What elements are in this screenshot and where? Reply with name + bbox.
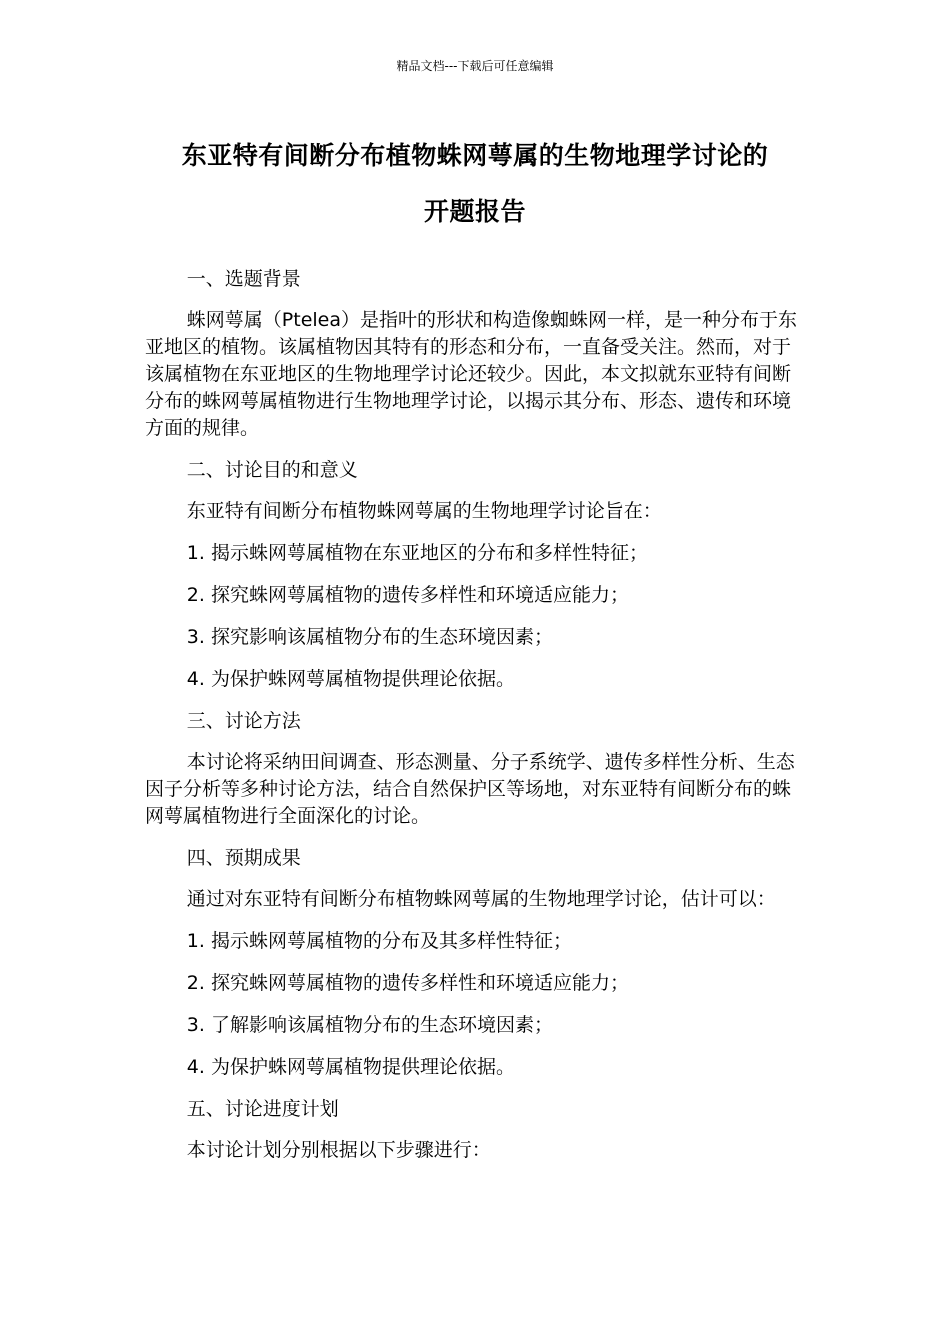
expected-list-item-3: 3. 了解影响该属植物分布的生态环境因素；	[186, 1014, 553, 1036]
expected-list-item-2: 2. 探究蛛网萼属植物的遗传多样性和环境适应能力；	[186, 972, 629, 994]
paragraph-purpose-intro: 东亚特有间断分布植物蛛网萼属的生物地理学讨论旨在：	[186, 500, 662, 522]
paragraph-methods: 本讨论将采纳田间调查、形态测量、分子系统学、遗传多样性分析、生态因子分析等多种讨论方法，结合自然保护区等场地，对东亚特有间断分布的蛛网萼属植物进行全面深化的讨论。	[145, 751, 795, 827]
expected-list-item-4: 4. 为保护蛛网萼属植物提供理论依据。	[186, 1056, 515, 1078]
section-heading-methods: 三、讨论方法	[186, 710, 301, 732]
purpose-list-item-1: 1. 揭示蛛网萼属植物在东亚地区的分布和多样性特征；	[186, 542, 648, 564]
expected-list-item-1: 1. 揭示蛛网萼属植物的分布及其多样性特征；	[186, 930, 572, 952]
paragraph-schedule-intro: 本讨论计划分别根据以下步骤进行：	[186, 1139, 491, 1161]
page-header: 精品文档---下载后可任意编辑	[396, 59, 554, 73]
paragraph-expected-intro: 通过对东亚特有间断分布植物蛛网萼属的生物地理学讨论，估计可以：	[186, 888, 776, 910]
paragraph-background: 蛛网萼属（Ptelea）是指叶的形状和构造像蜘蛛网一样，是一种分布于东亚地区的植物。该属植物因其特有的形态和分布，一直备受关注。然而，对于该属植物在东亚地区的生物地理学讨论还较少。因此，本文拟就东亚特有间断分布的蛛网萼属植物进行生物地理学讨论，以揭示其分布、形态、遗传和环境方面的规律。	[145, 309, 798, 439]
purpose-list-item-2: 2. 探究蛛网萼属植物的遗传多样性和环境适应能力；	[186, 584, 629, 606]
section-heading-background: 一、选题背景	[186, 268, 301, 290]
document-title	[140, 128, 810, 240]
purpose-list-item-3: 3. 探究影响该属植物分布的生态环境因素；	[186, 626, 553, 648]
title-line-2: 开题报告	[423, 197, 526, 226]
section-heading-expected-results: 四、预期成果	[186, 847, 301, 869]
purpose-list-item-4: 4. 为保护蛛网萼属植物提供理论依据。	[186, 668, 515, 690]
document-body	[145, 266, 805, 1179]
title-line-1: 东亚特有间断分布植物蛛网萼属的生物地理学讨论的	[181, 141, 769, 170]
section-heading-purpose: 二、讨论目的和意义	[186, 459, 358, 481]
section-heading-schedule: 五、讨论进度计划	[186, 1098, 339, 1120]
